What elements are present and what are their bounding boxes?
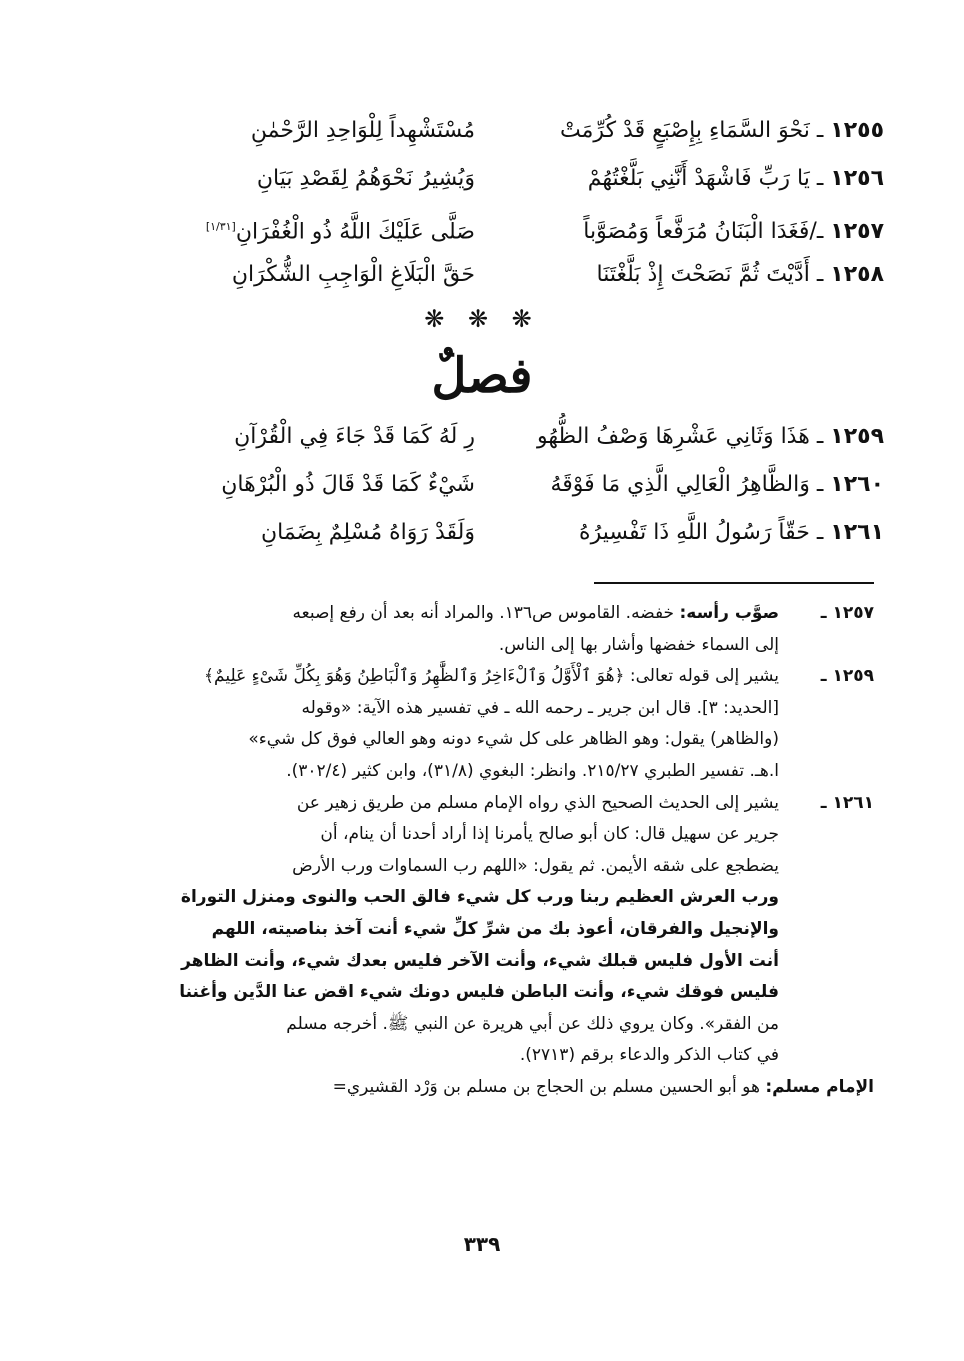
page-number: ٣٣٩	[463, 1232, 501, 1256]
footnotes	[90, 598, 874, 1104]
footnote-line: والإنجيل والفرقان، أعوذ بك من شرِّ كلِّ شيء أنت آخذ بناصيته، اللهم	[211, 918, 779, 939]
verse-first-text: يَا رَبِّ فَاشْهَدْ أَنَّنِي بَلَّغْتُهُمْ	[587, 166, 810, 191]
verse-second-hemistich: شَيْءٌ كَمَا قَدْ قَالَ ذُو الْبُرْهَانِ	[221, 472, 475, 497]
verses-top	[80, 107, 884, 299]
footnote-body	[90, 661, 779, 787]
verse-row	[80, 509, 884, 557]
verse-second-hemistich: وَلَقَدْ رَوَاهُ مُسْلِمٌ بِضَمَانِ	[261, 520, 475, 545]
verse-first-hemistich: ١٢٥٦ ـ يَا رَبِّ فَاشْهَدْ أَنَّنِي بَلَّغْتُهُمْ	[587, 166, 884, 191]
verse-row	[80, 155, 884, 203]
verse-number: ١٢٦٠	[830, 472, 884, 497]
verse-first-hemistich: ١٢٥٨ ـ أَدَّيْتَ ثُمَّ نَصَحْتَ إِذْ بَلَّغْتَنَا	[596, 262, 884, 287]
verse-number: ١٢٥٦	[830, 166, 884, 191]
verse-second-hemistich: رِ لَهُ كَمَا قَدْ جَاءَ فِي الْقُرْآنِ	[234, 424, 475, 449]
footnote-number: ١٢٥٩ ـ	[820, 666, 874, 687]
verse-row	[80, 107, 884, 155]
verse-first-hemistich: ١٢٦٠ ـ وَالظَّاهِرُ الْعَالِي الَّذِي مَا فَوْقَهُ	[550, 472, 884, 497]
footnote-line: يشير إلى الحديث الصحيح الذي رواه الإمام مسلم من طريق زهير عن	[296, 792, 779, 813]
footnote-line: (والظاهر) يقول: وهو الظاهر على كل شيء دونه وهو العالي فوق كل شيء»	[248, 729, 779, 750]
footnote-line: ا.هـ. تفسير الطبري ٢١٥/٢٧. وانظر: البغوي (٣١/٨)، وابن كثير (٣٠٢/٤).	[286, 760, 779, 781]
verse-first-text: هَذَا وَثَانِي عَشْرِهَا وَصْفُ الظُّهُو	[537, 424, 810, 449]
footnote-line: يشير إلى قوله تعالى: ﴿هُوَ ٱلْأَوَّلُ وَٱلْءَاخِرُ وَٱلظَّٰهِرُ وَٱلْبَاطِنُ وَهُوَ بِكُلِّ شَىْءٍ عَلِيمٌ﴾	[204, 666, 779, 687]
verse-first-text: حَقّاً رَسُولُ اللَّهِ ذَا تَفْسِيرُهُ	[579, 520, 810, 545]
footnote-term: الإمام مسلم:	[765, 1076, 874, 1097]
footnote-body	[90, 1072, 874, 1104]
verse-first-hemistich: ١٢٥٩ ـ هَذَا وَثَانِي عَشْرِهَا وَصْفُ الظُّهُو	[537, 424, 884, 449]
footnote-line: يضطجع على شقه الأيمن. ثم يقول: «اللهم رب السماوات ورب الأرض	[292, 855, 779, 876]
verse-second-hemistich: مُسْتَشْهِداً لِلْوَاحِدِ الرَّحْمٰنِ	[250, 118, 475, 143]
verse-first-hemistich: ١٢٥٧ ـ/فَغَدَا الْبَنَانُ مُرَفَّعاً وَمُصَوَّباً	[583, 219, 884, 245]
footnote-line: [الحديد: ٣]. قال ابن جرير ـ رحمه الله ـ في تفسير هذه الآية: «وقوله	[301, 697, 779, 718]
verse-second-text: صَلَّى عَلَيْكَ اللَّهُ ذُو الْغُفْرَانِ	[235, 219, 475, 245]
footnote-line: في كتاب الذكر والدعاء برقم (٢٧١٣).	[519, 1045, 779, 1066]
verse-second-hemistich: حَقَّ الْبَلَاغِ الْوَاجِبِ الشُّكْرَانِ	[231, 262, 475, 287]
footnote-line	[90, 598, 779, 630]
footnote-line	[90, 1072, 874, 1104]
verse-number: ١٢٦١	[830, 520, 884, 545]
verse-row	[80, 203, 884, 251]
verse-first-text: وَالظَّاهِرُ الْعَالِي الَّذِي مَا فَوْقَهُ	[550, 472, 810, 497]
verse-second-hemistich: وَيُشِيرُ نَحْوَهُمُ لِقَصْدِ بَيَانِ	[256, 166, 475, 191]
verse-first-text: فَغَدَا الْبَنَانُ مُرَفَّعاً وَمُصَوَّباً	[583, 219, 810, 245]
footnote-line: ورب العرش العظيم ربنا ورب كل شيء فالق الحب والنوى ومنزل التوراة	[180, 887, 779, 908]
verse-first-hemistich: ١٢٦١ ـ حَقّاً رَسُولُ اللَّهِ ذَا تَفْسِيرُهُ	[579, 520, 884, 545]
footnote-1261	[90, 788, 874, 1072]
footnote-term: صوَّب رأسه:	[679, 603, 779, 623]
footnote-line: فليس فوقك شيء، وأنت الباطن فليس دونك شيء اقض عنا الدَّين وأغننا	[179, 982, 779, 1003]
footnote-number: ١٢٦١ ـ	[820, 792, 874, 813]
manuscript-reference: [١/٣١]	[205, 220, 236, 233]
footnote-number: ١٢٥٧ ـ	[820, 603, 874, 623]
footnote-divider	[594, 582, 874, 584]
footnote-line: جرير عن سهيل قال: كان أبو صالح يأمرنا إذا أراد أحدنا أن ينام، أن	[320, 824, 779, 845]
verse-row	[80, 251, 884, 299]
footnote-imam-muslim	[90, 1072, 874, 1104]
verse-first-text: أَدَّيْتَ ثُمَّ نَصَحْتَ إِذْ بَلَّغْتَنَا	[596, 262, 810, 287]
footnote-body	[90, 598, 779, 661]
verses-bottom	[80, 413, 884, 557]
separator-stars: ❋ ❋ ❋	[424, 305, 540, 333]
verse-row	[80, 461, 884, 509]
verse-number: ١٢٥٩	[830, 424, 884, 449]
verse-number: ١٢٥٥	[830, 118, 884, 143]
footnote-text: خفضه. القاموس ص١٣٦. والمراد أنه بعد أن رفع إصبعه	[292, 603, 675, 623]
footnote-text: هو أبو الحسين مسلم بن الحجاج بن مسلم بن وَرْد القشيري=	[332, 1076, 760, 1097]
verse-first-text: نَحْوَ السَّمَاءِ بِإِصْبَعٍ قَدْ كُرِّمَتْ	[560, 118, 810, 143]
footnote-1259	[90, 661, 874, 787]
verse-second-hemistich	[80, 203, 475, 256]
verse-row	[80, 413, 884, 461]
footnote-body	[90, 788, 779, 1072]
footnote-line: أنت الأول فليس قبلك شيء، وأنت الآخر فليس بعدك شيء، وأنت الظاهر	[181, 950, 779, 971]
verse-first-hemistich: ١٢٥٥ ـ نَحْوَ السَّمَاءِ بِإِصْبَعٍ قَدْ كُرِّمَتْ	[560, 118, 884, 143]
section-title: فصلٌ	[431, 348, 533, 404]
footnote-line: من الفقر». وكان يروي ذلك عن أبي هريرة عن النبي ﷺ. أخرجه مسلم	[286, 1013, 779, 1034]
verse-number: ١٢٥٨	[830, 262, 884, 287]
verse-number: ١٢٥٧	[830, 219, 884, 245]
footnote-1257	[90, 598, 874, 661]
footnote-line: إلى السماء خفضها وأشار بها إلى الناس.	[498, 634, 779, 655]
